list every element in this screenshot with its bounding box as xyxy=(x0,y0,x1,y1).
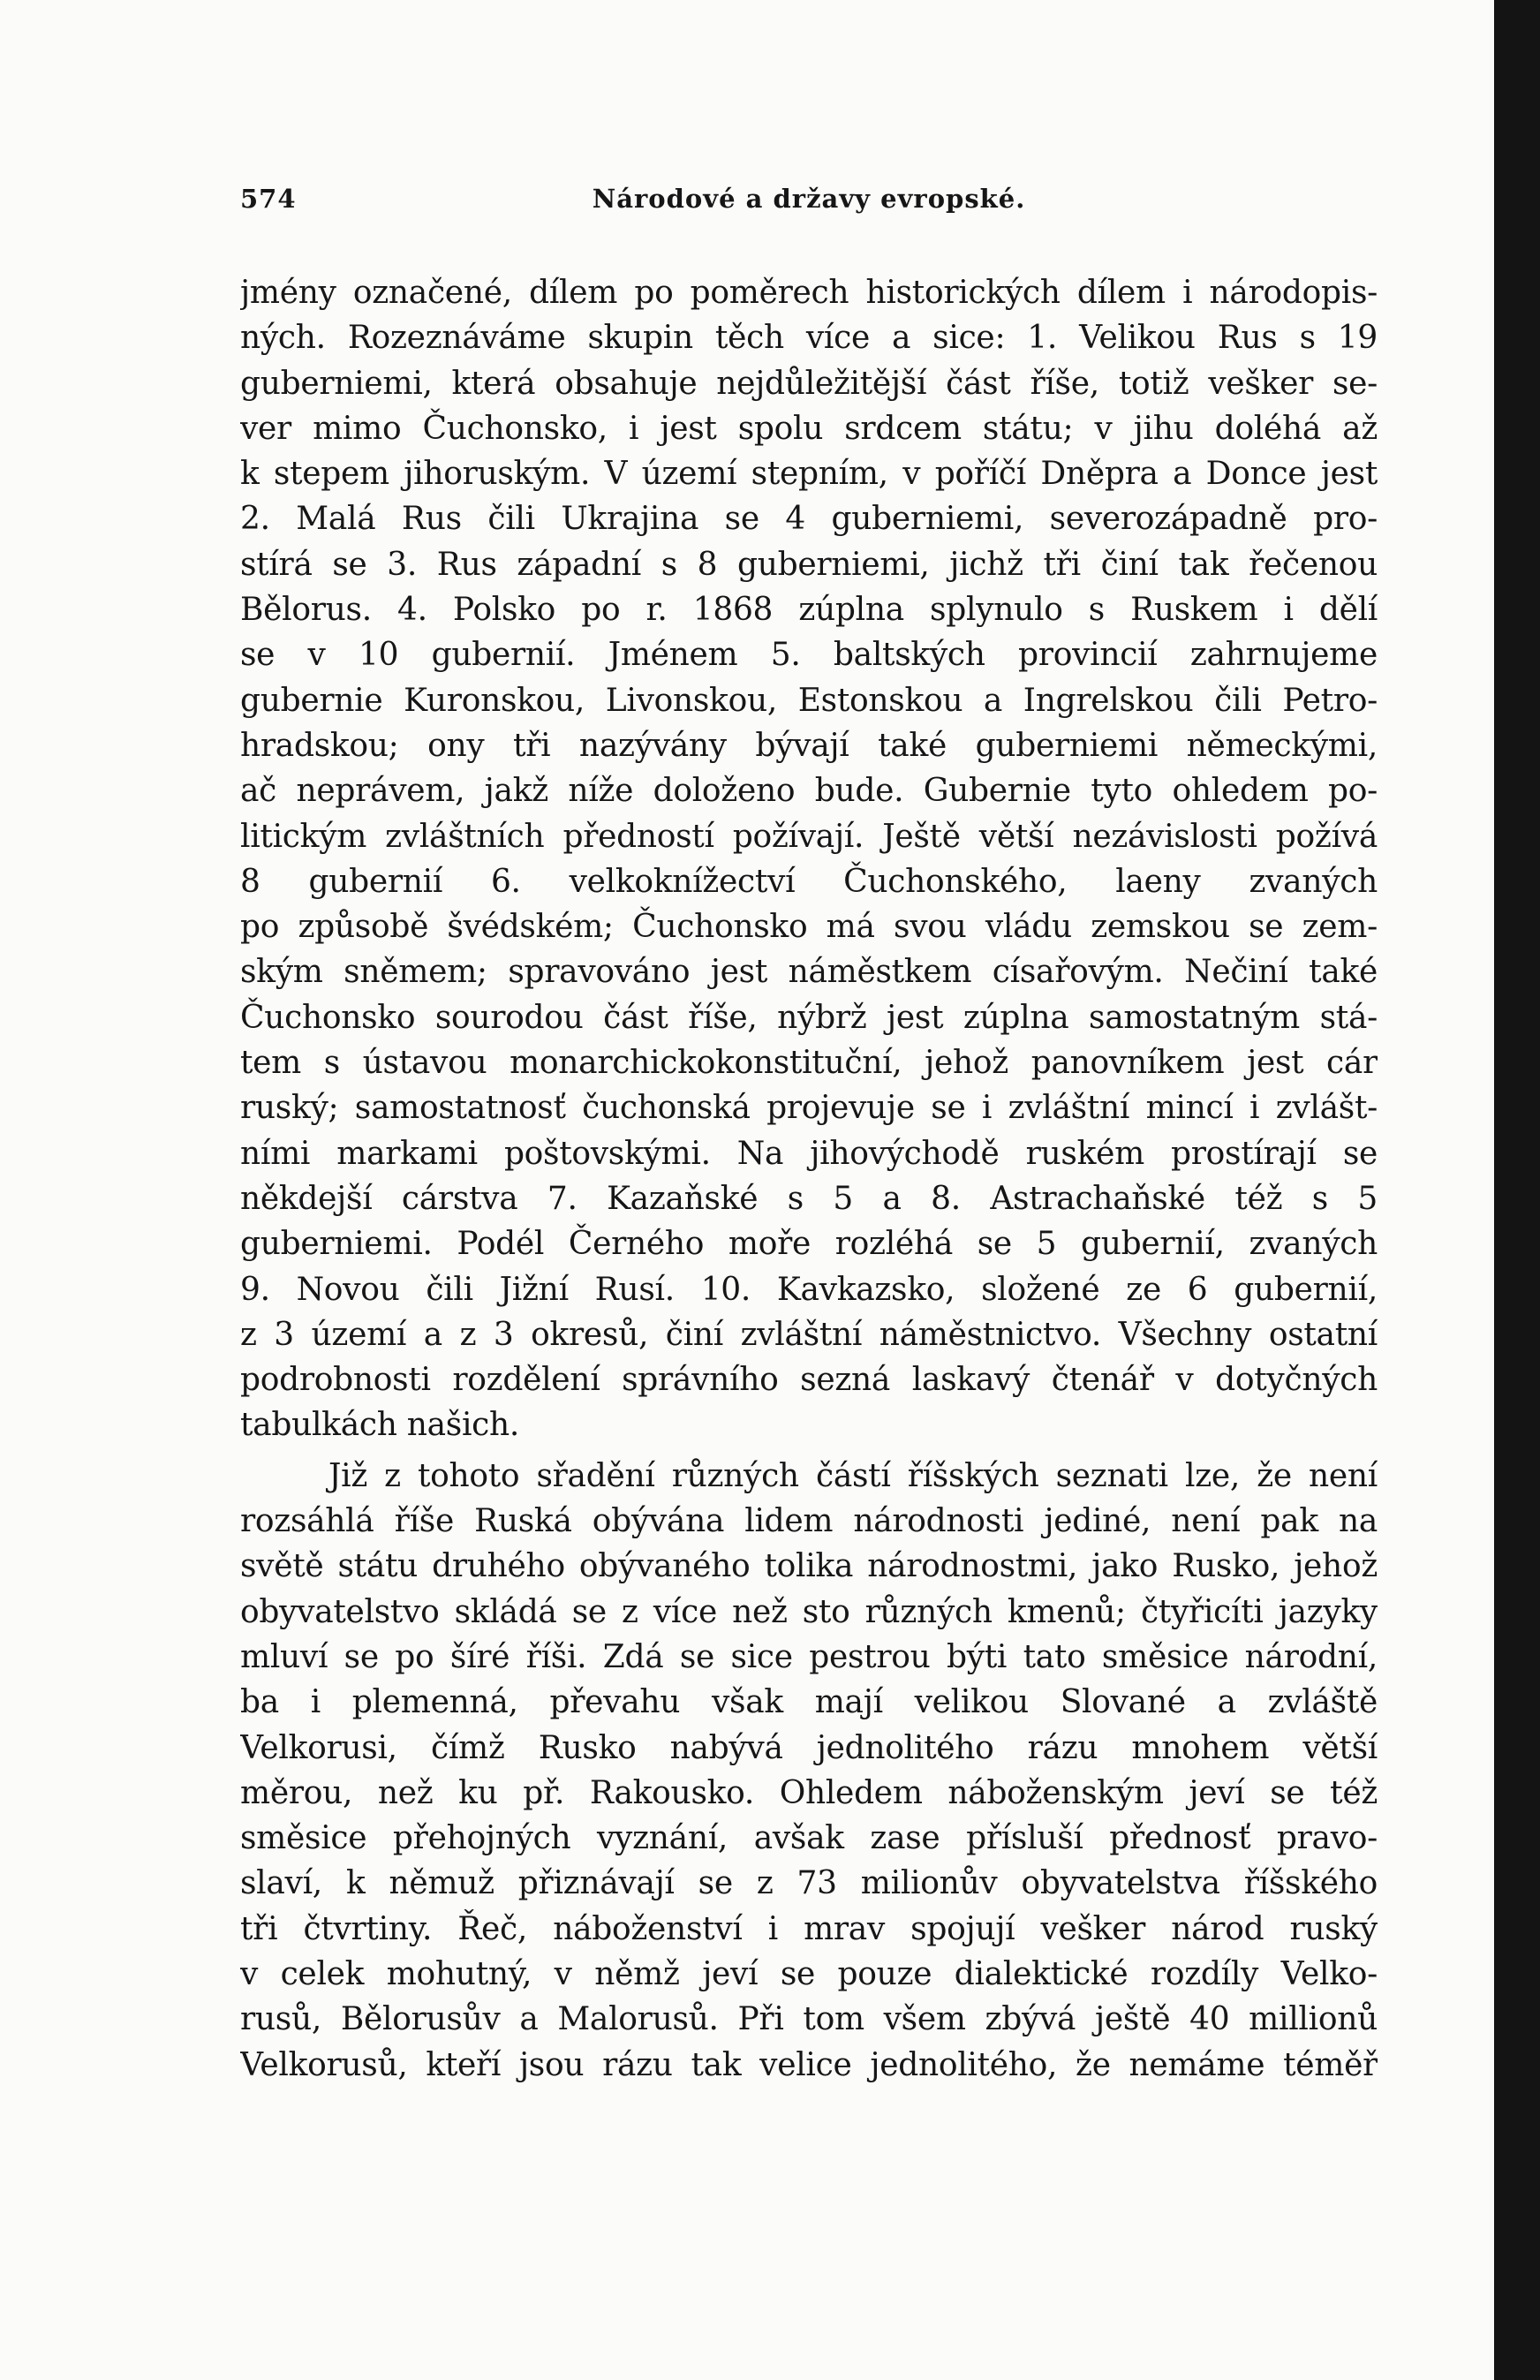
text-line: světě státu druhého obývaného tolika národnostmi, jako Rusko, jehož xyxy=(240,1548,1378,1585)
text-line: ními markami poštovskými. Na jihovýchodě ruském prostírají se xyxy=(240,1135,1378,1172)
text-line: z 3 území a z 3 okresů, činí zvláštní náměstnictvo. Všechny ostatní xyxy=(240,1316,1378,1353)
text-line: Velkorusi, čímž Rusko nabývá jednolitého rázu mnohem větší xyxy=(240,1729,1378,1766)
text-line: Velkorusů, kteří jsou rázu tak velice jednolitého, že nemáme téměř xyxy=(240,2046,1378,2083)
text-line: 2. Malá Rus čili Ukrajina se 4 guberniemi, severozápadně pro- xyxy=(240,501,1378,538)
text-line: Bělorus. 4. Polsko po r. 1868 zúplna splynulo s Ruskem i dělí xyxy=(240,592,1378,629)
text-line: se v 10 gubernií. Jménem 5. baltských provincií zahrnujeme xyxy=(240,637,1378,674)
text-line: ač neprávem, jakž níže doloženo bude. Gubernie tyto ohledem po- xyxy=(240,773,1378,810)
text-line: slaví, k němuž přiznávají se z 73 milionův obyvatelstva říšského xyxy=(240,1865,1378,1902)
text-line: 8 gubernií 6. velkoknížectví Čuchonského, laeny zvaných xyxy=(240,863,1378,900)
text-line: ných. Rozeznáváme skupin těch více a sice: 1. Velikou Rus s 19 xyxy=(240,320,1378,357)
text-line: tabulkách našich. xyxy=(240,1407,520,1444)
page-header xyxy=(240,184,1378,219)
text-line: ským sněmem; spravováno jest náměstkem císařovým. Nečiní také xyxy=(240,954,1378,991)
text-line: Již z tohoto sřadění různých částí říšských seznati lze, že není xyxy=(328,1457,1378,1494)
text-line: tři čtvrtiny. Řeč, náboženství i mrav spojují vešker národ ruský xyxy=(240,1910,1378,1947)
text-line: guberniemi, která obsahuje nejdůležitější část říše, totiž vešker se- xyxy=(240,365,1378,402)
text-line: někdejší cárstva 7. Kazaňské s 5 a 8. Astrachaňské též s 5 xyxy=(240,1180,1378,1217)
text-line: jmény označené, dílem po poměrech historických dílem i národopis- xyxy=(240,275,1378,311)
text-line: Čuchonsko sourodou část říše, nýbrž jest zúplna samostatným stá- xyxy=(240,999,1378,1036)
text-line: hradskou; ony tři nazývány bývají také guberniemi německými, xyxy=(240,727,1378,764)
text-line: měrou, než ku př. Rakousko. Ohledem náboženským jeví se též xyxy=(240,1774,1378,1811)
text-line: 9. Novou čili Jižní Rusí. 10. Kavkazsko, složené ze 6 gubernií, xyxy=(240,1271,1378,1308)
text-line: směsice přehojných vyznání, avšak zase přísluší přednosť pravo- xyxy=(240,1820,1378,1857)
text-line: litickým zvláštních předností požívají. Ještě větší nezávislosti požívá xyxy=(240,818,1378,855)
body-text xyxy=(240,270,1378,2088)
text-line: ver mimo Čuchonsko, i jest spolu srdcem státu; v jihu doléhá až xyxy=(240,410,1378,447)
text-line: gubernie Kuronskou, Livonskou, Estonskou a Ingrelskou čili Petro- xyxy=(240,682,1378,719)
text-line: mluví se po šíré říši. Zdá se sice pestrou býti tato směsice národní, xyxy=(240,1638,1378,1675)
text-line: obyvatelstvo skládá se z více než sto různých kmenů; čtyřicíti jazyky xyxy=(240,1593,1378,1630)
page-number: 574 xyxy=(240,184,297,214)
text-line: ba i plemenná, převahu však mají velikou Slované a zvláště xyxy=(240,1684,1378,1721)
text-line: stírá se 3. Rus západní s 8 guberniemi, jichž tři činí tak řečenou xyxy=(240,546,1378,583)
text-line: ruský; samostatnosť čuchonská projevuje se i zvláštní mincí i zvlášt- xyxy=(240,1090,1378,1127)
text-line: podrobnosti rozdělení správního sezná laskavý čtenář v dotyčných xyxy=(240,1362,1378,1399)
text-line: guberniemi. Podél Černého moře rozléhá se 5 gubernií, zvaných xyxy=(240,1226,1378,1263)
scan-edge xyxy=(1494,0,1540,2380)
text-line: k stepem jihoruským. V území stepním, v poříčí Dněpra a Donce jest xyxy=(240,456,1378,493)
text-line: po způsobě švédském; Čuchonsko má svou vládu zemskou se zem- xyxy=(240,909,1378,946)
running-title: Národové a državy evropské. xyxy=(592,184,1026,214)
text-line: rusů, Bělorusův a Malorusů. Při tom všem zbývá ještě 40 millionů xyxy=(240,2001,1378,2038)
text-line: tem s ústavou monarchickokonstituční, jehož panovníkem jest cár xyxy=(240,1045,1378,1082)
text-line: v celek mohutný, v němž jeví se pouze dialektické rozdíly Velko- xyxy=(240,1955,1378,1992)
text-line: rozsáhlá říše Ruská obývána lidem národnosti jediné, není pak na xyxy=(240,1503,1378,1540)
